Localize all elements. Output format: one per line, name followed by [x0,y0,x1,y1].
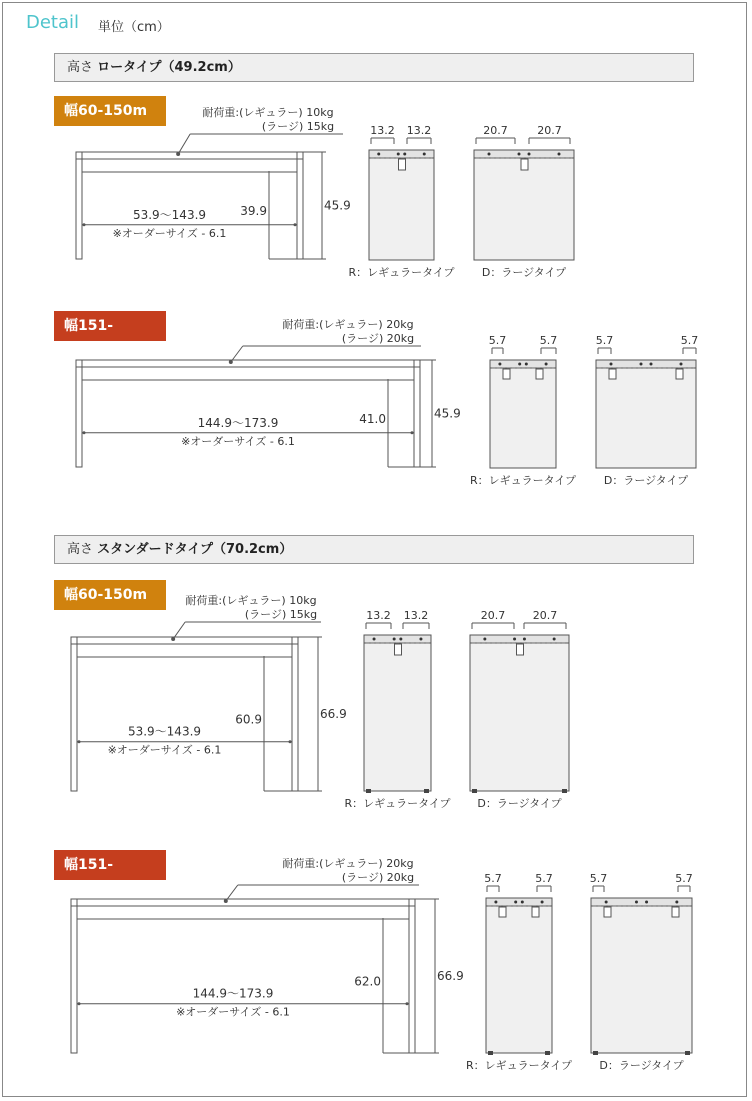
screw-dot [419,638,422,641]
screw-dot [494,901,497,904]
dim-end [83,223,86,226]
total-height: 66.9 [320,707,347,721]
desk-top [71,899,415,906]
order-note: ※オーダーサイズ - 6.1 [181,434,295,448]
screw-dot [558,153,561,156]
cabinet-dim: 5.7 [589,872,608,885]
cabinet-dim: 20.7 [537,124,562,137]
screw-dot [640,363,643,366]
load-point [176,152,180,156]
load-point [224,899,228,903]
desk-apron [82,159,297,172]
screw-dot [610,363,613,366]
desk-top [76,152,303,159]
screw-dot [518,153,521,156]
screw-dot [645,901,648,904]
dim-end [289,740,292,743]
cabinet-dim: 5.7 [484,872,502,885]
width-badge: 幅151-180m [54,850,166,880]
screw-dot [525,363,528,366]
dim-end [294,223,297,226]
bracket-icon [676,369,683,379]
width-range: 144.9～173.9 [192,986,274,1001]
inner-height: 62.0 [354,974,381,989]
foot [545,1051,550,1055]
dim-end [411,431,414,434]
load-point [171,637,175,641]
desk-apron [82,367,414,380]
screw-dot [635,901,638,904]
screw-dot [518,363,521,366]
bracket-icon [399,159,406,170]
order-note: ※オーダーサイズ - 6.1 [112,226,227,240]
desk-top [76,360,420,367]
cabinet-dim: 20.7 [480,609,506,622]
desk-leg-right [409,899,415,1053]
bracket-icon [499,907,506,917]
bracket-icon [517,644,524,655]
cabinet-dim: 5.7 [595,334,614,347]
desk-leg-right [292,637,298,791]
screw-dot [675,901,678,904]
cabinet-dim: 20.7 [532,609,558,622]
load-regular: 耐荷重:(レギュラー) 10kg [202,106,334,119]
section-prefix: 高さ [67,542,94,557]
width-range: 53.9～143.9 [132,207,207,222]
foot [562,789,567,793]
total-height: 45.9 [324,198,351,213]
desk-top [71,637,298,644]
regular-cabinet [364,635,431,791]
screw-dot [423,153,426,156]
regular-type-label: R：レギュラータイプ [465,1059,573,1072]
width-badge: 幅60-150m [54,580,166,610]
order-note: ※オーダーサイズ - 6.1 [176,1005,290,1019]
dim-end [78,1002,81,1005]
screw-dot [397,153,400,156]
width-badge: 幅60-150m [54,96,166,126]
screw-dot [650,363,653,366]
regular-type-label: R：レギュラータイプ [344,797,451,810]
cabinet-dim: 20.7 [483,124,508,137]
total-height: 45.9 [434,406,461,421]
inner-height: 39.9 [240,204,267,218]
large-cabinet [591,898,692,1053]
bracket-icon [503,369,510,379]
width-badge: 幅151-180m [54,311,166,341]
screw-dot [377,153,380,156]
foot [472,789,477,793]
inner-height: 41.0 [359,412,386,426]
load-large: (ラージ) 15kg [244,608,318,621]
desk-leg-left [76,360,82,467]
cabinet-dim: 5.7 [488,334,507,347]
screw-dot [545,363,548,366]
width-range: 53.9～143.9 [127,724,202,739]
cabinet-dim: 13.2 [370,124,395,137]
cabinet-dim: 13.2 [366,609,391,622]
bracket-icon [536,369,543,379]
screw-dot [498,363,501,366]
desk-leg-left [71,637,77,791]
screw-dot [488,153,491,156]
screw-dot [399,638,402,641]
foot [593,1051,598,1055]
cabinet-dim: 5.7 [680,334,699,347]
bracket-icon [609,369,616,379]
cabinet-dim: 5.7 [539,334,558,347]
cabinet-dim: 13.2 [403,609,429,622]
screw-dot [393,638,396,641]
inner-height: 60.9 [235,712,262,727]
load-regular: 耐荷重:(レギュラー) 20kg [282,857,414,870]
cabinet-dim: 5.7 [675,872,693,885]
large-type-label: D：ラージタイプ [481,266,567,279]
cabinet-dim: 5.7 [535,872,553,885]
order-note: ※オーダーサイズ - 6.1 [107,743,222,757]
load-leader [178,134,190,154]
unit-label: 単位（cm） [98,20,170,35]
screw-dot [605,901,608,904]
total-height: 66.9 [437,969,464,983]
screw-dot [553,638,556,641]
regular-type-label: R：レギュラータイプ [469,474,577,487]
screw-dot [514,901,517,904]
load-regular: 耐荷重:(レギュラー) 20kg [282,318,414,331]
screw-dot [483,638,486,641]
load-point [229,360,233,364]
large-type-label: D：ラージタイプ [477,797,562,810]
section-prefix: 高さ [67,60,94,75]
screw-dot [373,638,376,641]
bracket-icon [604,907,611,917]
regular-type-label: R：レギュラータイプ [348,266,455,279]
screw-dot [523,638,526,641]
load-large: (ラージ) 20kg [341,871,415,884]
dim-end [78,740,81,743]
detail-title: Detail [26,12,80,33]
section-title: スタンダードタイプ（70.2cm） [97,542,293,557]
screw-dot [403,153,406,156]
large-type-label: D：ラージタイプ [599,1059,684,1072]
large-type-label: D：ラージタイプ [603,474,689,487]
load-leader [173,622,185,639]
cabinet-dim: 13.2 [406,124,432,137]
load-regular: 耐荷重:(レギュラー) 10kg [185,594,317,607]
regular-cabinet [490,360,556,468]
foot [424,789,429,793]
dim-end [406,1002,409,1005]
foot [685,1051,690,1055]
desk-apron [77,906,409,919]
desk-leg-right [297,152,303,259]
bracket-icon [395,644,402,655]
large-cabinet [470,635,569,791]
foot [488,1051,493,1055]
load-large: (ラージ) 20kg [341,332,415,345]
load-large: (ラージ) 15kg [261,120,335,133]
screw-dot [513,638,516,641]
screw-dot [521,901,524,904]
bracket-icon [672,907,679,917]
desk-leg-left [71,899,77,1053]
section-title: ロータイプ（49.2cm） [97,60,241,75]
bracket-icon [532,907,539,917]
desk-leg-left [76,152,82,259]
foot [366,789,371,793]
width-range: 144.9～173.9 [197,415,279,430]
desk-apron [77,644,292,657]
desk-leg-right [414,360,420,467]
bracket-icon [521,159,528,170]
screw-dot [528,153,531,156]
screw-dot [680,363,683,366]
dim-end [83,431,86,434]
screw-dot [541,901,544,904]
regular-cabinet [486,898,552,1053]
